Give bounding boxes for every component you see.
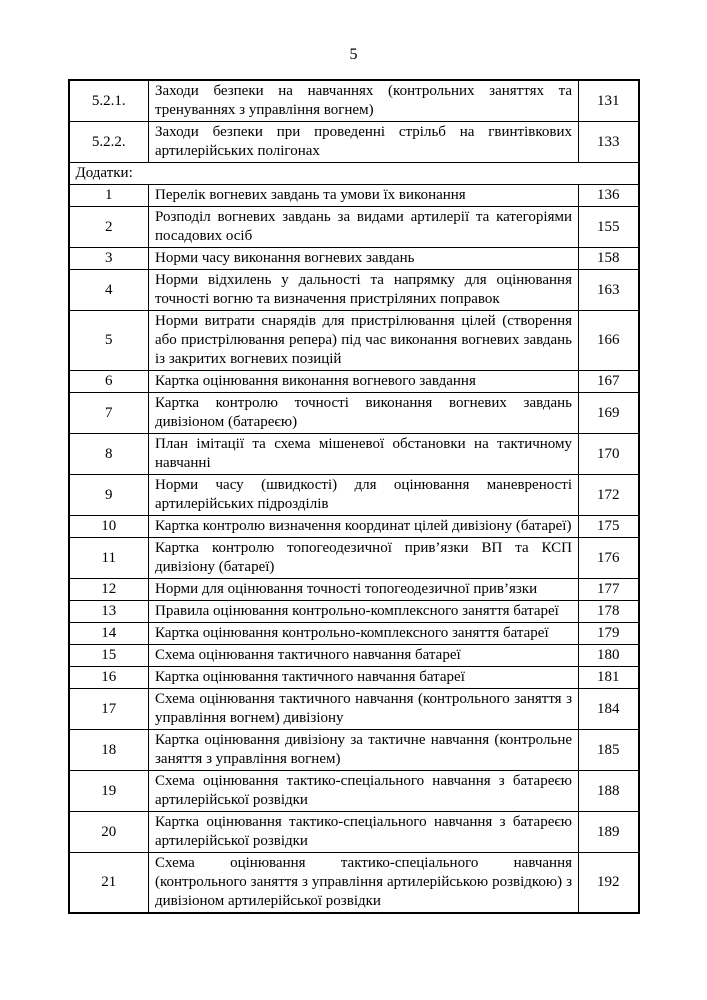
table-row bbox=[69, 80, 639, 122]
row-number-cell: 15 bbox=[69, 645, 149, 667]
row-number-cell: 2 bbox=[69, 207, 149, 248]
row-number-cell: 4 bbox=[69, 270, 149, 311]
row-number-cell: 11 bbox=[69, 538, 149, 579]
table-row bbox=[69, 248, 639, 270]
toc-table-body bbox=[69, 80, 639, 913]
row-number-cell: 14 bbox=[69, 623, 149, 645]
row-page-cell: 136 bbox=[579, 185, 639, 207]
row-title-cell: Норми часу виконання вогневих завдань bbox=[149, 248, 579, 270]
row-number-cell: 3 bbox=[69, 248, 149, 270]
table-row bbox=[69, 645, 639, 667]
row-title-cell: Розподіл вогневих завдань за видами артилерії та категоріями посадових осіб bbox=[149, 207, 579, 248]
row-title-cell: Схема оцінювання тактико-спеціального навчання (контрольного заняття з управління артилерійською розвідкою) з дивізіоном артилерійської розвідки bbox=[149, 853, 579, 914]
row-title-cell: Норми для оцінювання точності топогеодезичної прив’язки bbox=[149, 579, 579, 601]
table-row bbox=[69, 371, 639, 393]
row-title-cell: Схема оцінювання тактичного навчання (контрольного заняття з управління вогнем) дивізіону bbox=[149, 689, 579, 730]
table-row bbox=[69, 579, 639, 601]
row-page-cell: 167 bbox=[579, 371, 639, 393]
section-row bbox=[69, 163, 639, 185]
row-title-cell: Заходи безпеки при проведенні стрільб на гвинтівкових артилерійських полігонах bbox=[149, 122, 579, 163]
row-title-cell: Норми відхилень у дальності та напрямку для оцінювання точності вогню та визначення пристріляних поправок bbox=[149, 270, 579, 311]
row-title-cell: Заходи безпеки на навчаннях (контрольних заняттях та тренуваннях з управління вогнем) bbox=[149, 80, 579, 122]
row-page-cell: 169 bbox=[579, 393, 639, 434]
table-row bbox=[69, 623, 639, 645]
row-page-cell: 181 bbox=[579, 667, 639, 689]
row-title-cell: Картка оцінювання тактичного навчання батареї bbox=[149, 667, 579, 689]
table-row bbox=[69, 311, 639, 371]
row-page-cell: 177 bbox=[579, 579, 639, 601]
table-row bbox=[69, 730, 639, 771]
row-title-cell: Картка оцінювання виконання вогневого завдання bbox=[149, 371, 579, 393]
row-title-cell: Картка контролю точності виконання вогневих завдань дивізіоном (батареєю) bbox=[149, 393, 579, 434]
row-page-cell: 175 bbox=[579, 516, 639, 538]
row-title-cell: Схема оцінювання тактичного навчання батареї bbox=[149, 645, 579, 667]
row-page-cell: 163 bbox=[579, 270, 639, 311]
row-page-cell: 185 bbox=[579, 730, 639, 771]
table-row bbox=[69, 771, 639, 812]
row-title-cell: Норми витрати снарядів для пристрілювання цілей (створення або пристрілювання репера) під час виконання вогневих завдань із закритих вогневих позицій bbox=[149, 311, 579, 371]
row-number-cell: 5.2.1. bbox=[69, 80, 149, 122]
row-number-cell: 8 bbox=[69, 434, 149, 475]
row-page-cell: 189 bbox=[579, 812, 639, 853]
table-row bbox=[69, 185, 639, 207]
row-number-cell: 12 bbox=[69, 579, 149, 601]
table-row bbox=[69, 853, 639, 914]
section-label: Додатки: bbox=[69, 163, 639, 185]
row-number-cell: 9 bbox=[69, 475, 149, 516]
row-title-cell: Картка оцінювання дивізіону за тактичне навчання (контрольне заняття з управління вогнем) bbox=[149, 730, 579, 771]
row-page-cell: 178 bbox=[579, 601, 639, 623]
row-number-cell: 5.2.2. bbox=[69, 122, 149, 163]
row-number-cell: 1 bbox=[69, 185, 149, 207]
row-title-cell: Картка оцінювання тактико-спеціального навчання з батареєю артилерійської розвідки bbox=[149, 812, 579, 853]
row-page-cell: 176 bbox=[579, 538, 639, 579]
table-row bbox=[69, 434, 639, 475]
row-number-cell: 21 bbox=[69, 853, 149, 914]
row-number-cell: 19 bbox=[69, 771, 149, 812]
row-page-cell: 158 bbox=[579, 248, 639, 270]
row-number-cell: 7 bbox=[69, 393, 149, 434]
row-page-cell: 184 bbox=[579, 689, 639, 730]
table-row bbox=[69, 122, 639, 163]
row-page-cell: 192 bbox=[579, 853, 639, 914]
row-title-cell: Перелік вогневих завдань та умови їх виконання bbox=[149, 185, 579, 207]
table-row bbox=[69, 393, 639, 434]
row-page-cell: 133 bbox=[579, 122, 639, 163]
row-page-cell: 179 bbox=[579, 623, 639, 645]
row-number-cell: 17 bbox=[69, 689, 149, 730]
row-title-cell: Картка контролю топогеодезичної прив’язки ВП та КСП дивізіону (батареї) bbox=[149, 538, 579, 579]
row-page-cell: 166 bbox=[579, 311, 639, 371]
row-number-cell: 10 bbox=[69, 516, 149, 538]
row-number-cell: 20 bbox=[69, 812, 149, 853]
row-page-cell: 131 bbox=[579, 80, 639, 122]
row-page-cell: 172 bbox=[579, 475, 639, 516]
table-row bbox=[69, 538, 639, 579]
row-page-cell: 170 bbox=[579, 434, 639, 475]
row-title-cell: Схема оцінювання тактико-спеціального навчання з батареєю артилерійської розвідки bbox=[149, 771, 579, 812]
row-number-cell: 6 bbox=[69, 371, 149, 393]
table-row bbox=[69, 207, 639, 248]
table-row bbox=[69, 689, 639, 730]
page-number: 5 bbox=[349, 46, 358, 63]
table-row bbox=[69, 270, 639, 311]
row-page-cell: 180 bbox=[579, 645, 639, 667]
table-row bbox=[69, 475, 639, 516]
table-row bbox=[69, 601, 639, 623]
row-title-cell: Норми часу (швидкості) для оцінювання маневреності артилерійських підрозділів bbox=[149, 475, 579, 516]
row-title-cell: Картка контролю визначення координат цілей дивізіону (батареї) bbox=[149, 516, 579, 538]
row-title-cell: Правила оцінювання контрольно-комплексного заняття батареї bbox=[149, 601, 579, 623]
row-number-cell: 5 bbox=[69, 311, 149, 371]
table-row bbox=[69, 516, 639, 538]
table-row bbox=[69, 812, 639, 853]
row-number-cell: 13 bbox=[69, 601, 149, 623]
row-title-cell: План імітації та схема мішеневої обстановки на тактичному навчанні bbox=[149, 434, 579, 475]
row-number-cell: 18 bbox=[69, 730, 149, 771]
row-page-cell: 188 bbox=[579, 771, 639, 812]
row-number-cell: 16 bbox=[69, 667, 149, 689]
toc-table bbox=[68, 79, 640, 914]
table-row bbox=[69, 667, 639, 689]
row-page-cell: 155 bbox=[579, 207, 639, 248]
row-title-cell: Картка оцінювання контрольно-комплексного заняття батареї bbox=[149, 623, 579, 645]
